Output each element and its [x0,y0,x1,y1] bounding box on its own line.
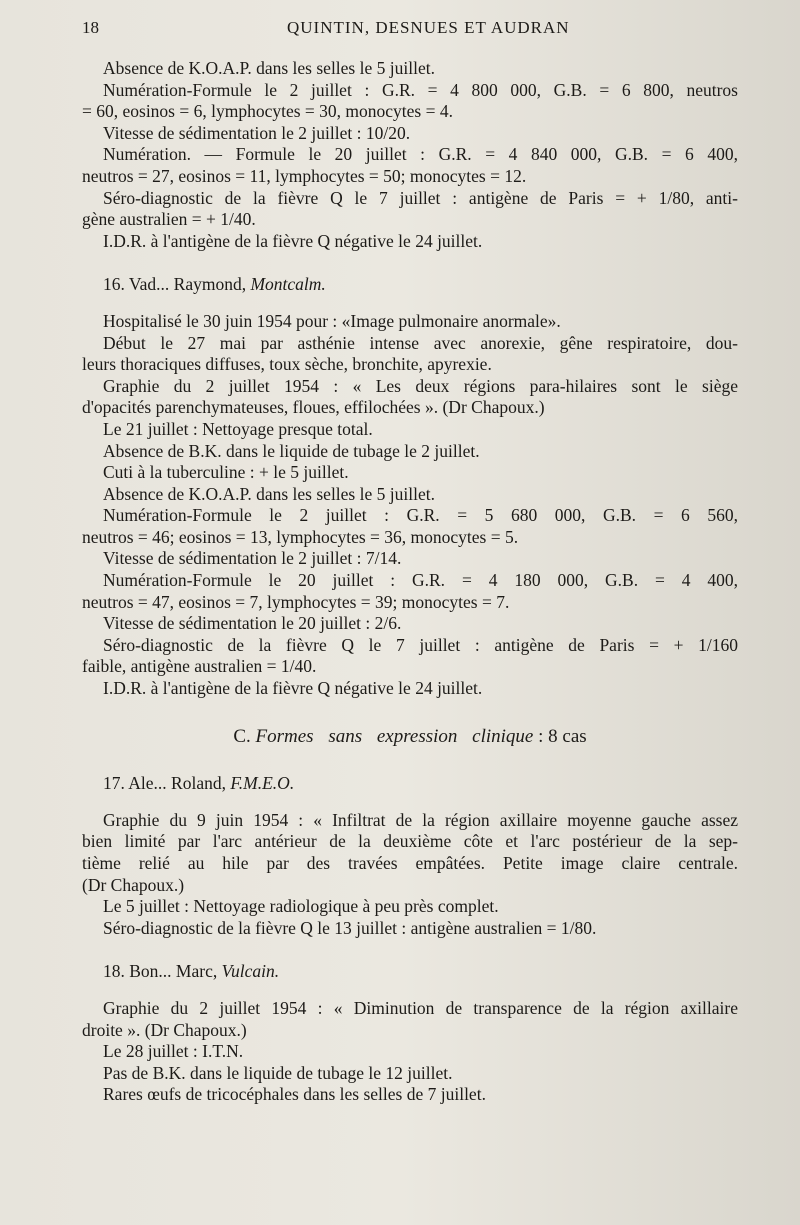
section-c-heading [82,726,738,748]
text-line: tième relié au hile par des travées empâtées. Petite image claire centrale. [82,853,738,873]
text-line: neutros = 27, eosinos = 11, lymphocytes = 50; monocytes = 12. [82,165,527,186]
text-line: d'opacités parenchymateuses, floues, effilochées ». (Dr Chapoux.) [82,397,545,418]
page-body [82,58,738,1106]
text-line: I.D.R. à l'antigène de la fièvre Q négative le 24 juillet. [103,678,483,699]
case-17-unit: F.M.E.O. [230,773,295,794]
text-line: Le 28 juillet : I.T.N. [103,1041,244,1062]
text-line: faible, antigène australien = 1/40. [82,656,317,677]
text-line: neutros = 47, eosinos = 7, lymphocytes = 39; monocytes = 7. [82,591,510,612]
section-title: Formes sans expression clinique [255,725,534,747]
case-18-heading [82,961,738,983]
text-line: Séro-diagnostic de la fièvre Q le 7 juillet : antigène de Paris = + 1/160 [103,634,738,655]
text-line: Graphie du 9 juin 1954 : « Infiltrat de la région axillaire moyenne gauche assez [103,809,738,830]
case-16-name: 16. Vad... Raymond, [103,274,251,295]
text-line: Numération-Formule le 2 juillet : G.R. = 5 680 000, G.B. = 6 560, [103,505,738,526]
running-title: QUINTIN, DESNUES ET AUDRAN [287,18,570,37]
case-18-unit: Vulcain. [221,961,280,982]
text-line: Séro-diagnostic de la fièvre Q le 13 juillet : antigène australien = 1/80. [103,917,597,938]
case-16-body [82,311,738,700]
text-line: Vitesse de sédimentation le 20 juillet : 2/6. [103,613,402,634]
case-15-continuation [82,58,738,252]
text-line: Numération. — Formule le 20 juillet : G.R. = 4 840 000, G.B. = 6 400, [103,144,738,165]
case-16-unit: Montcalm. [250,274,326,295]
text-line: Le 5 juillet : Nettoyage radiologique à peu près complet. [103,896,499,917]
text-line: Séro-diagnostic de la fièvre Q le 7 juillet : antigène de Paris = + 1/80, anti- [103,187,738,208]
text-line: Vitesse de sédimentation le 2 juillet : 10/20. [103,122,411,143]
case-17-body [82,810,738,940]
text-line: neutros = 46; eosinos = 13, lymphocytes = 36, monocytes = 5. [82,526,519,547]
text-line: Rares œufs de tricocéphales dans les selles de 7 juillet. [103,1084,486,1105]
page-header [82,18,722,42]
page-number: 18 [82,18,99,37]
text-line: Absence de B.K. dans le liquide de tubage le 2 juillet. [103,440,480,461]
text-line: Numération-Formule le 20 juillet : G.R. = 4 180 000, G.B. = 4 400, [103,570,738,591]
text-line: Pas de B.K. dans le liquide de tubage le 12 juillet. [103,1062,453,1083]
text-line: Vitesse de sédimentation le 2 juillet : 7/14. [103,548,402,569]
section-label: C. [233,725,251,747]
case-18-name: 18. Bon... Marc, [103,961,222,982]
text-line: Hospitalisé le 30 juin 1954 pour : «Image pulmonaire anormale». [103,310,561,331]
text-line: (Dr Chapoux.) [82,874,185,895]
text-line: Le 21 juillet : Nettoyage presque total. [103,418,373,439]
section-count: : 8 cas [538,725,587,747]
text-line: Absence de K.O.A.P. dans les selles le 5 juillet. [103,58,435,78]
text-line: = 60, eosinos = 6, lymphocytes = 30, monocytes = 4. [82,101,453,122]
text-line: Début le 27 mai par asthénie intense avec anorexie, gêne respiratoire, dou- [103,332,738,353]
case-16-heading [82,274,738,296]
text-line: Absence de K.O.A.P. dans les selles le 5 juillet. [103,483,435,504]
text-line: Cuti à la tuberculine : + le 5 juillet. [103,462,349,483]
case-17-heading [82,773,738,795]
text-line: gène australien = + 1/40. [82,209,256,230]
text-line: I.D.R. à l'antigène de la fièvre Q négative le 24 juillet. [103,230,483,251]
text-line: droite ». (Dr Chapoux.) [82,1019,247,1040]
text-line: leurs thoraciques diffuses, toux sèche, bronchite, apyrexie. [82,354,492,375]
text-line: Graphie du 2 juillet 1954 : « Diminution de transparence de la région axillaire [103,997,738,1018]
case-17-name: 17. Ale... Roland, [103,773,231,794]
text-line: bien limité par l'arc antérieur de la deuxième côte et l'arc postérieur de la sep- [82,831,738,852]
text-line: Numération-Formule le 2 juillet : G.R. = 4 800 000, G.B. = 6 800, neutros [103,79,738,100]
text-line: Graphie du 2 juillet 1954 : « Les deux régions para-hilaires sont le siège [103,375,738,396]
case-18-body [82,998,738,1106]
